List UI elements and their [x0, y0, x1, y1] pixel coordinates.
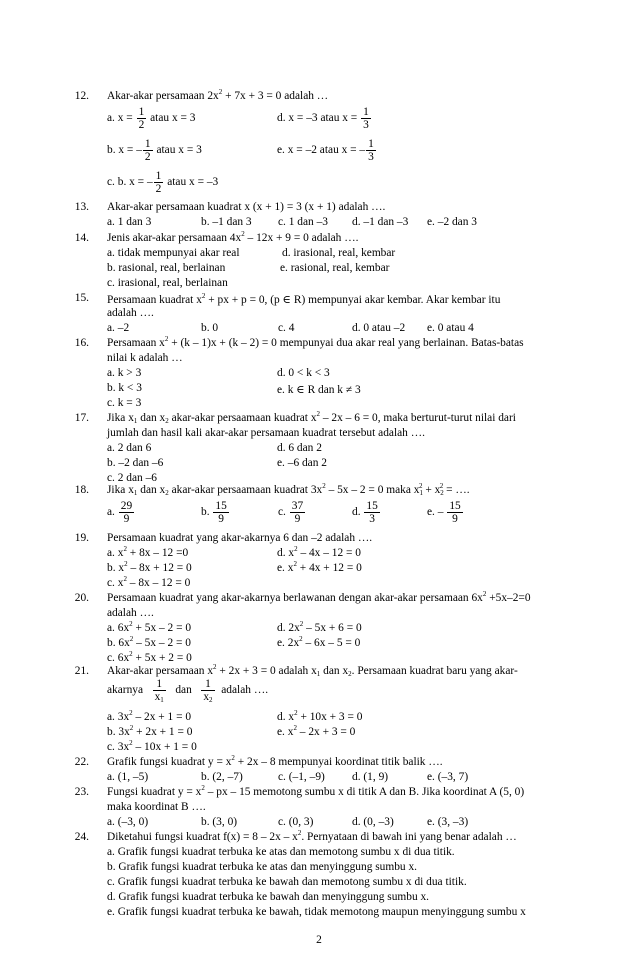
question-stem: Jika $x_1$ dan $x_2$ akar-akar persaamaan kuadrat $3x^2 - 5x - 2 = 0$ maka $x_1^2 + x_2^2$ = ….: [107, 482, 470, 497]
option-d: d. Grafik fungsi kuadrat terbuka ke bawah dan menyinggung sumbu x.: [107, 891, 430, 903]
option-d: d. 0 atau –2: [352, 322, 406, 334]
option-a: a. tidak mempunyai akar real: [107, 247, 240, 259]
option-c: c. irasional, real, berlainan: [107, 277, 228, 289]
option-d: d. $x^2 - 4x - 12 = 0$: [277, 545, 361, 559]
option-b: b. (3, 0): [201, 816, 238, 828]
option-b: b. –2 dan –6: [107, 457, 164, 469]
option-a: a. x = $\frac{1}{2}$ atau x = 3: [107, 106, 196, 131]
question-number: 14.: [74, 232, 89, 244]
option-d: d. $2x^2 - 5x + 6 = 0$: [277, 620, 362, 634]
question-stem: Persamaan kuadrat yang akar-akarnya berlawanan dengan akar-akar persamaan $6x^2 +5x-2=0$: [107, 590, 531, 604]
option-c: c. $6x^2 + 5x + 2 = 0$: [107, 650, 192, 664]
option-a: a. $\frac{29}{9}$: [107, 500, 133, 525]
question-stem: Akar-akar persamaan $x^2 + 2x + 3 = 0$ adalah $x_1$ dan $x_2$. Persamaan kuadrat baru yang akar-: [107, 663, 518, 678]
question-number: 18.: [74, 484, 89, 496]
option-c: c. Grafik fungsi kuadrat terbuka ke bawah dan memotong sumbu x di dua titik.: [107, 876, 467, 888]
question-stem-line-2: jumlah dan hasil kali akar-akar persamaan kuadrat tersebut adalah ….: [107, 427, 425, 439]
option-c: c. $\frac{37}{9}$: [278, 500, 304, 525]
option-c: c. 2 dan –6: [107, 472, 157, 484]
option-d: d. 0 < k < 3: [277, 367, 330, 379]
option-c: c. b. x = – $\frac{1}{2}$ atau x = –3: [107, 170, 219, 195]
option-a: a. k > 3: [107, 367, 142, 379]
option-d: d. 6 dan 2: [277, 442, 322, 454]
question-number: 20.: [74, 592, 89, 604]
option-e: e. –2 dan 3: [427, 216, 477, 228]
question-stem: Akar-akar persamaan $2x^2 + 7x + 3 = 0$ adalah …: [107, 88, 329, 102]
question-number: 21.: [74, 665, 89, 677]
option-c: c. 4: [278, 322, 295, 334]
option-e: e. $x^2 + 4x + 12 = 0$: [277, 560, 362, 574]
question-stem: Persamaan kuadrat yang akar-akarnya 6 dan –2 adalah ….: [107, 532, 373, 544]
option-c: c. 1 dan –3: [278, 216, 328, 228]
question-stem-line-2: akarnya $\frac{1}{x_1}$ dan $\frac{1}{x_2}$ adalah ….: [107, 678, 269, 704]
option-b: b. $3x^2 + 2x + 1 = 0$: [107, 724, 193, 738]
option-c: c. (–1, –9): [278, 771, 325, 783]
option-e: e. k ∈ R dan k ≠ 3: [277, 384, 361, 396]
page-number: 2: [316, 934, 322, 946]
option-e: e. x = –2 atau x = – $\frac{1}{3}$: [277, 138, 374, 163]
option-b: b. Grafik fungsi kuadrat terbuka ke atas dan menyinggung sumbu x.: [107, 861, 418, 873]
question-stem-line-2: nilai k adalah …: [107, 352, 183, 364]
option-e: e. –6 dan 2: [277, 457, 327, 469]
question-number: 12.: [74, 90, 89, 102]
option-d: d. –1 dan –3: [352, 216, 409, 228]
option-c: c. k = 3: [107, 397, 142, 409]
question-number: 17.: [74, 412, 89, 424]
option-b: b. –1 dan 3: [201, 216, 252, 228]
option-b: b. $x^2 - 8x + 12 = 0$: [107, 560, 192, 574]
option-a: a. (–3, 0): [107, 816, 149, 828]
option-a: a. Grafik fungsi kuadrat terbuka ke atas dan memotong sumbu x di dua titik.: [107, 846, 455, 858]
option-a: a. 1 dan 3: [107, 216, 152, 228]
option-d: d. $x^2 + 10x + 3 = 0$: [277, 709, 363, 723]
option-b: b. $6x^2 - 5x - 2 = 0$: [107, 635, 191, 649]
option-e: e. – $\frac{15}{9}$: [427, 500, 461, 525]
option-c: c. $3x^2 - 10x + 1 = 0$: [107, 739, 197, 753]
option-a: a. 2 dan 6: [107, 442, 152, 454]
option-d: d. $\frac{15}{3}$: [352, 500, 378, 525]
option-b: b. 0: [201, 322, 219, 334]
question-number: 24.: [74, 831, 89, 843]
question-number: 22.: [74, 756, 89, 768]
question-number: 19.: [74, 532, 89, 544]
option-b: b. k < 3: [107, 382, 142, 394]
question-stem: Grafik fungsi kuadrat $y = x^2 + 2x - 8$ mempunyai koordinat titik balik ….: [107, 754, 443, 768]
option-e: e. (3, –3): [427, 816, 469, 828]
option-c: c. $x^2 - 8x - 12 = 0$: [107, 575, 191, 589]
question-stem: Fungsi kuadrat $y = x^2$ – px – 15 memotong sumbu x di titik A dan B. Jika koordinat A (5, 0): [107, 784, 525, 798]
question-stem: Jenis akar-akar persamaan $4x^2 - 12x + 9 = 0$ adalah ….: [107, 230, 359, 244]
question-stem-line-2: maka koordinat B ….: [107, 801, 206, 813]
option-e: e. $x^2 - 2x + 3 = 0$: [277, 724, 356, 738]
question-stem-line-2: adalah ….: [107, 607, 154, 619]
question-stem-line-2: adalah ….: [107, 307, 154, 319]
option-e: e. 0 atau 4: [427, 322, 474, 334]
option-a: a. (1, –5): [107, 771, 149, 783]
question-number: 13.: [74, 201, 89, 213]
question-stem: Jika $x_1$ dan $x_2$ akar-akar persaamaan kuadrat $x^2 - 2x - 6 = 0$, maka berturut-turut nilai dari: [107, 410, 516, 425]
option-e: e. Grafik fungsi kuadrat terbuka ke bawah, tidak memotong maupun menyinggung sumbu x: [107, 906, 526, 918]
option-e: e. $2x^2 - 6x - 5 = 0$: [277, 635, 361, 649]
option-a: a. –2: [107, 322, 130, 334]
option-a: a. $6x^2 + 5x - 2 = 0$: [107, 620, 192, 634]
option-b: b. rasional, real, berlainan: [107, 262, 226, 274]
question-stem: Akar-akar persamaan kuadrat x (x + 1) = 3 (x + 1) adalah ….: [107, 201, 386, 213]
question-number: 15.: [74, 292, 89, 304]
question-number: 23.: [74, 786, 89, 798]
question-stem: Persamaan $x^2 + (k - 1)x + (k - 2) = 0$ mempunyai dua akar real yang berlainan. Batas-batas: [107, 335, 524, 349]
option-d: d. (0, –3): [352, 816, 394, 828]
option-a: a. $x^2 + 8x - 12 =0$: [107, 545, 189, 559]
question-stem: Persamaan kuadrat $x^2$ + px + p = 0, (p ∈ R) mempunyai akar kembar. Akar kembar itu: [107, 292, 501, 306]
question-stem: Diketahui fungsi kuadrat $f(x) = 8 - 2x - x^2$. Pernyataan di bawah ini yang benar adalah …: [107, 829, 517, 843]
option-a: a. $3x^2 - 2x + 1 = 0$: [107, 709, 192, 723]
option-c: c. (0, 3): [278, 816, 314, 828]
question-number: 16.: [74, 337, 89, 349]
option-e: e. (–3, 7): [427, 771, 469, 783]
option-d: d. irasional, real, kembar: [282, 247, 396, 259]
option-b: b. x = – $\frac{1}{2}$ atau x = 3: [107, 138, 202, 163]
option-b: b. (2, –7): [201, 771, 243, 783]
option-d: d. (1, 9): [352, 771, 389, 783]
option-b: b. $\frac{15}{9}$: [201, 500, 227, 525]
option-e: e. rasional, real, kembar: [280, 262, 390, 274]
option-d: d. x = –3 atau x = $\frac{1}{3}$: [277, 106, 369, 131]
